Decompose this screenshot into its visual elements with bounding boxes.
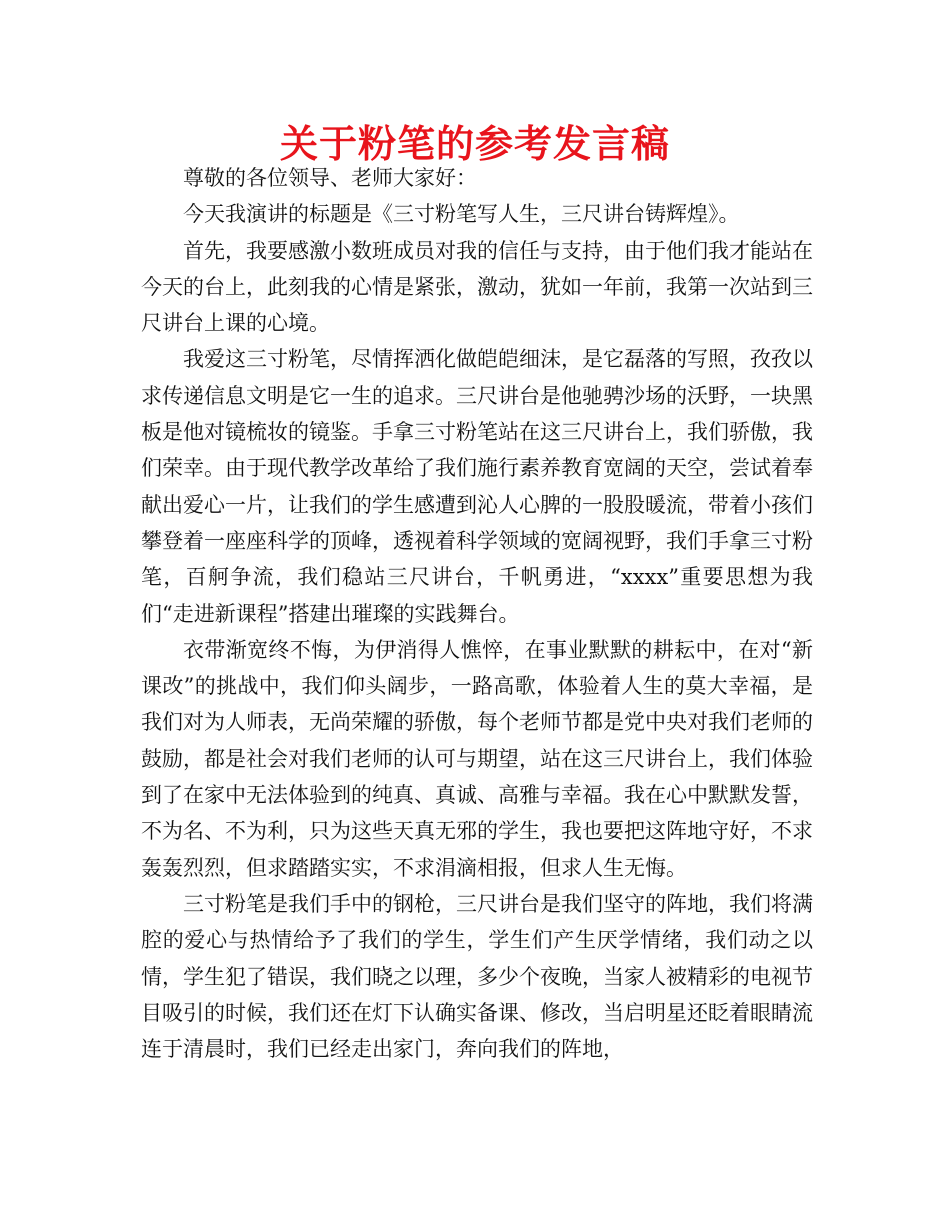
paragraph-gratitude: 首先，我要感激小数班成员对我的信任与支持，由于他们我才能站在今天的台上，此刻我的心情是紧张，激动，犹如一年前，我第一次站到三尺讲台上课的心境。 <box>141 238 813 336</box>
paragraph-greeting: 尊敬的各位领导、老师大家好： <box>183 166 477 190</box>
paragraph-dedication: 衣带渐宽终不悔，为伊消得人憔悴，在事业默默的耕耘中，在对“新课改”的挑战中，我们仰头阔步，一路高歌，体验着人生的莫大幸福，是我们对为人师表，无尚荣耀的骄傲，每个老师节都是党中央对我们老师的鼓励，都是社会对我们老师的认可与期望，站在这三尺讲台上，我们体验到了在家中无法体验到的纯真、真诚、高雅与幸福。我在心中默默发誓，不为名、不为利，只为这些天真无邪的学生，我也要把这阵地守好，不求轰轰烈烈，但求踏踏实实，不求涓滴相报，但求人生无悔。 <box>141 637 813 880</box>
paragraph-chalk-love: 我爱这三寸粉笔，尽情挥洒化做皑皑细沫，是它磊落的写照，孜孜以求传递信息文明是它一生的追求。三尺讲台是他驰骋沙场的沃野，一块黑板是他对镜梳妆的镜鉴。手拿三寸粉笔站在这三尺讲台上，我们骄傲，我们荣幸。由于现代教学改革给了我们施行素养教育宽阔的天空，尝试着奉献出爱心一片，让我们的学生感遭到沁人心脾的一股股暖流，带着小孩们攀登着一座座科学的顶峰，透视着科学领域的宽阔视野，我们手拿三寸粉笔，百舸争流，我们稳站三尺讲台，千帆勇进，“xxxx”重要思想为我们“走进新课程”搭建出璀璨的实践舞台。 <box>141 347 813 626</box>
document-body <box>141 160 813 1067</box>
paragraph-teaching-duty: 三寸粉笔是我们手中的钢枪，三尺讲台是我们坚守的阵地，我们将满腔的爱心与热情给予了我们的学生，学生们产生厌学情绪，我们动之以情，学生犯了错误，我们晓之以理，多少个夜晚，当家人被精彩的电视节目吸引的时候，我们还在灯下认确实备课、修改，当启明星还眨着眼睛流连于清晨时，我们已经走出家门，奔向我们的阵地， <box>141 891 813 1062</box>
paragraph-topic: 今天我演讲的标题是《三寸粉笔写人生，三尺讲台铸辉煌》。 <box>183 202 740 227</box>
document-title: 关于粉笔的参考发言稿 <box>279 122 670 166</box>
